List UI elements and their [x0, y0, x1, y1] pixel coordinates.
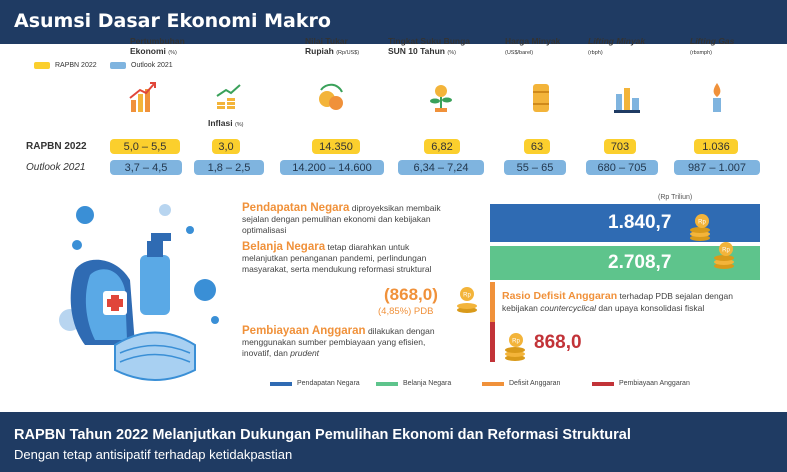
belanja-heading: Belanja Negara: [242, 241, 326, 253]
outlook-value-lifting-minyak: 680 – 705: [586, 160, 658, 175]
row-label-rapbn: RAPBN 2022: [26, 141, 87, 152]
svg-text:Rp: Rp: [722, 247, 730, 254]
indicator-growth-unit: (%): [168, 50, 177, 56]
svg-text:Rp: Rp: [512, 338, 520, 345]
indicator-inflasi-label1: Inflasi: [208, 118, 233, 128]
belanja-text: [242, 242, 431, 275]
legend-outlook: [110, 62, 173, 69]
legend-defisit-label: Defisit Anggaran: [509, 380, 561, 387]
rp-coin-icon: [503, 330, 527, 362]
indicator-label-lifting-gas: [690, 36, 734, 58]
bar-pendapatan: [490, 204, 760, 242]
footer-bar: [0, 412, 787, 472]
rp-coin-icon: [712, 240, 736, 270]
bar-defisit: [490, 282, 495, 322]
pendapatan-body2: sejalan dengan pemulihan ekonomi dan kebijakan: [242, 214, 431, 224]
defisit-text: [502, 290, 733, 314]
belanja-body2: melanjutkan penanganan pandemi, perlindungan: [242, 253, 427, 263]
legend-pembiayaan-label: Pembiayaan Anggaran: [619, 380, 690, 387]
bar-pendapatan-value: 1.840,7: [608, 212, 672, 233]
defisit-body1: terhadap PDB sejalan dengan: [619, 291, 733, 301]
legend-belanja: [376, 380, 451, 387]
oil-barrel-icon: [526, 80, 556, 114]
page-title: Asumsi Dasar Ekonomi Makro: [14, 10, 331, 32]
legend-rapbn: [34, 62, 97, 69]
legend-swatch-yellow: [34, 62, 50, 69]
legend-pembiayaan: [592, 380, 690, 387]
coin-stack-icon: [214, 82, 244, 116]
legend-swatch-defisit: [482, 382, 504, 386]
indicator-inflasi-unit: (%): [234, 122, 244, 128]
defisit-body2a: kebijakan: [502, 303, 541, 313]
outlook-value-inflasi: 1,8 – 2,5: [194, 160, 264, 175]
defisit-heading: Rasio Defisit Anggaran: [502, 290, 618, 302]
row-label-outlook: Outlook 2021: [26, 162, 86, 173]
belanja-body3: masyarakat, serta mendukung reformasi struktural: [242, 264, 432, 274]
unit-label: (Rp Triliun): [658, 194, 693, 201]
legend-rapbn-label: RAPBN 2022: [55, 62, 97, 69]
legend-swatch-belanja: [376, 382, 398, 386]
indicator-lifting-gas-unit: (rbsmph): [690, 50, 713, 56]
indicator-lifting-minyak-unit: (rbph): [588, 50, 603, 56]
indicator-sun-label2: SUN 10 Tahun: [388, 46, 445, 56]
currency-exchange-icon: [316, 82, 346, 116]
indicator-sun-unit: (%): [447, 50, 456, 56]
footer-subtitle: Dengan tetap antisipatif terhadap ketidakpastian: [14, 447, 293, 462]
pendapatan-heading: Pendapatan Negara: [242, 202, 350, 214]
pembiayaan-body1: dilakukan dengan: [367, 326, 435, 336]
indicator-kurs-label1: Nilai Tukar: [305, 36, 348, 46]
pembiayaan-text: [242, 326, 435, 359]
legend-swatch-blue: [110, 62, 126, 69]
rapbn-value-lifting-minyak: 703: [604, 139, 636, 154]
indicator-label-harga-minyak: [505, 36, 560, 58]
indicator-label-inflasi: [208, 118, 244, 130]
defisit-pdb: (4,85%) PDB: [378, 306, 434, 317]
indicator-harga-minyak-label1: Harga Minyak: [505, 36, 561, 46]
rp-coin-icon: [688, 212, 712, 242]
indicator-sun-label1: Tingkat Suku Bunga: [388, 36, 471, 46]
indicator-kurs-label2: Rupiah: [305, 46, 334, 56]
gas-flame-icon: [702, 80, 732, 114]
outlook-value-harga-minyak: 55 – 65: [504, 160, 566, 175]
pendapatan-body3: optimalisasi: [242, 225, 287, 235]
bar-belanja-value: 2.708,7: [608, 252, 672, 273]
pembiayaan-body2: menggunakan sumber pembiayaan yang efisien,: [242, 337, 426, 347]
indicator-lifting-gas-label1: Lifting Gas: [690, 36, 735, 46]
legend-outlook-label: Outlook 2021: [131, 62, 173, 69]
indicator-label-growth: [130, 36, 185, 58]
legend-swatch-pembiayaan: [592, 382, 614, 386]
pembiayaan-value: 868,0: [534, 332, 582, 353]
pendapatan-text: [242, 203, 441, 236]
rapbn-value-lifting-gas: 1.036: [694, 139, 738, 154]
pembiayaan-heading: Pembiayaan Anggaran: [242, 325, 366, 337]
pembiayaan-body3b: prudent: [290, 348, 320, 358]
legend-defisit: [482, 380, 560, 387]
pembiayaan-body3a: inovatif, dan: [242, 348, 291, 358]
plant-coin-icon: [426, 80, 456, 114]
svg-text:Rp: Rp: [698, 219, 706, 226]
outlook-value-kurs: 14.200 – 14.600: [280, 160, 384, 175]
legend-pendapatan-label: Pendapatan Negara: [297, 380, 360, 387]
indicator-label-kurs: [305, 36, 359, 58]
rapbn-value-sun: 6,82: [424, 139, 460, 154]
indicator-harga-minyak-unit: (US$/barel): [505, 50, 534, 56]
oil-refinery-icon: [612, 80, 642, 114]
indicator-growth-label1: Pertumbuhan: [130, 36, 185, 46]
indicator-label-sun: [388, 36, 470, 58]
footer-title: RAPBN Tahun 2022 Melanjutkan Dukungan Pemulihan Ekonomi dan Reformasi Struktural: [14, 427, 631, 443]
outlook-value-growth: 3,7 – 4,5: [110, 160, 182, 175]
belanja-body1: tetap diarahkan untuk: [327, 242, 410, 252]
health-illustration: [55, 195, 230, 385]
outlook-value-sun: 6,34 – 7,24: [398, 160, 484, 175]
indicator-growth-label2: Ekonomi: [130, 46, 166, 56]
bar-pembiayaan: [490, 322, 495, 362]
legend-pendapatan: [270, 380, 360, 387]
defisit-body2c: dan upaya konsolidasi fiskal: [596, 303, 705, 313]
svg-text:Rp: Rp: [463, 292, 471, 299]
rapbn-value-kurs: 14.350: [312, 139, 360, 154]
rapbn-value-inflasi: 3,0: [212, 139, 240, 154]
defisit-body2b: countercyclical: [540, 303, 597, 313]
defisit-value: (868,0): [384, 285, 438, 304]
indicator-kurs-unit: (Rp/US$): [336, 50, 360, 56]
outlook-value-lifting-gas: 987 – 1.007: [674, 160, 760, 175]
rp-coin-icon: [455, 284, 479, 314]
indicator-lifting-minyak-label1: Lifting Minyak: [588, 36, 646, 46]
legend-swatch-pendapatan: [270, 382, 292, 386]
growth-chart-icon: [128, 80, 158, 114]
rapbn-value-harga-minyak: 63: [524, 139, 550, 154]
pendapatan-body1: diproyeksikan membaik: [351, 203, 441, 213]
indicator-label-lifting-minyak: [588, 36, 645, 58]
rapbn-value-growth: 5,0 – 5,5: [110, 139, 180, 154]
legend-belanja-label: Belanja Negara: [403, 380, 452, 387]
